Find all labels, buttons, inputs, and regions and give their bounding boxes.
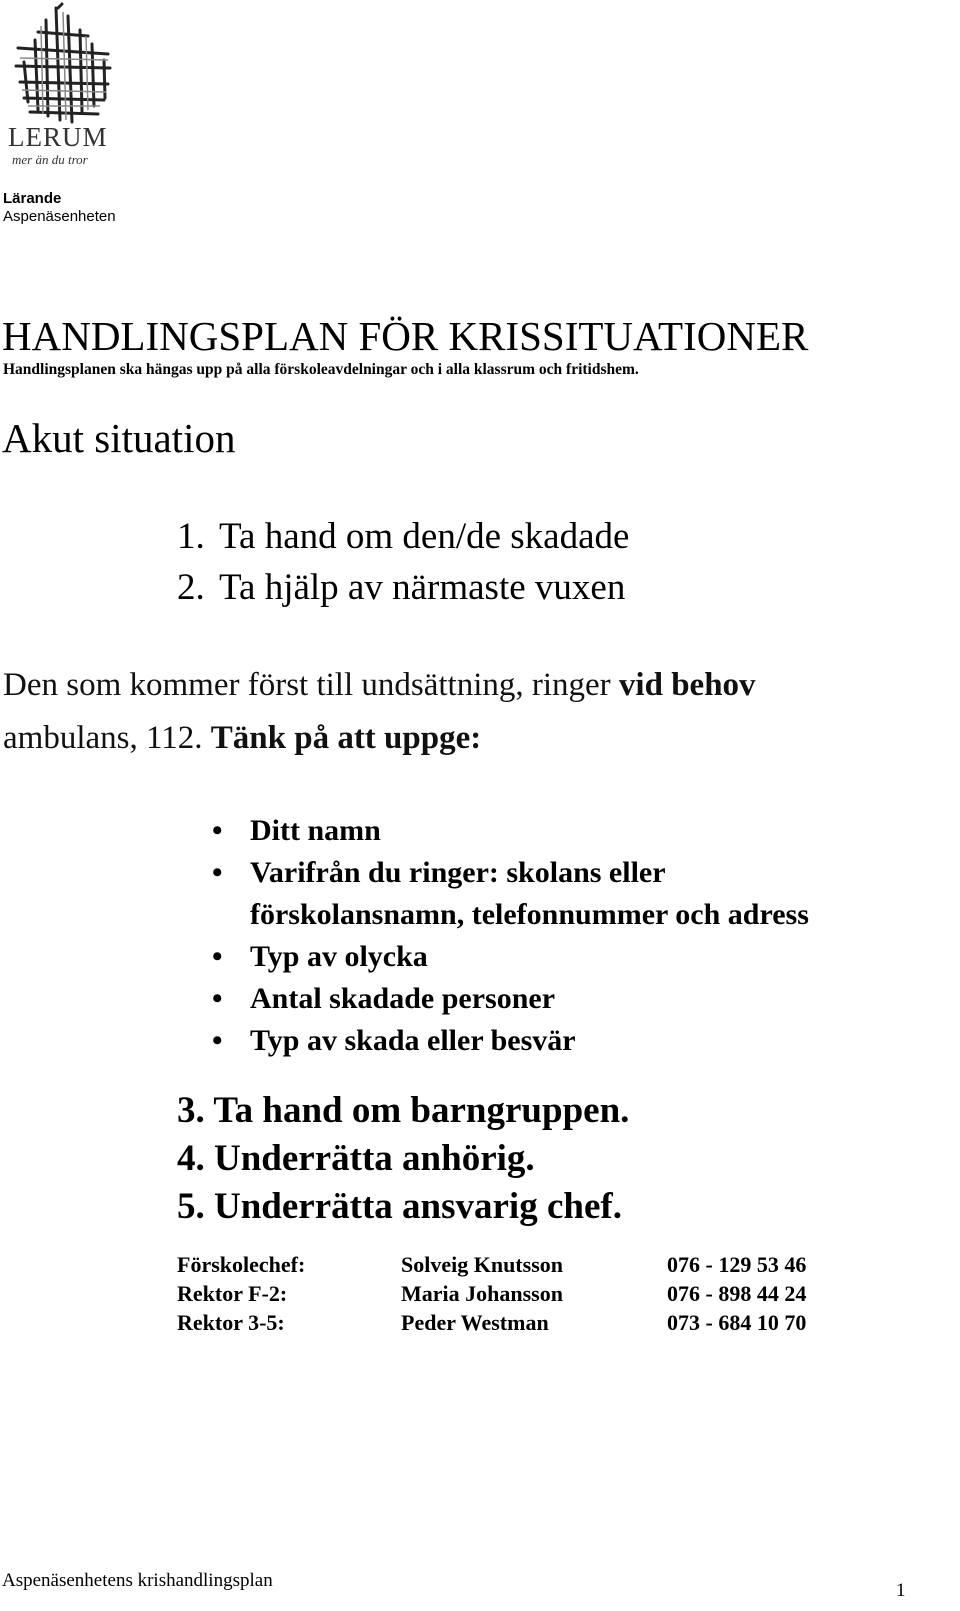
list-item-text: Antal skadade personer (250, 982, 556, 1015)
list-item-text: Ditt namn (250, 814, 381, 847)
contacts-table (177, 1250, 806, 1337)
bullet-icon: • (212, 982, 223, 1015)
department-label: Lärande (3, 190, 62, 207)
contact-name: Solveig Knutsson (401, 1252, 563, 1277)
bullet-icon: • (212, 814, 223, 847)
page-footer: Aspenäsenhetens krishandlingsplan (2, 1570, 273, 1591)
paragraph-bold-text: Tänk på att uppge: (210, 720, 482, 756)
unit-label: Aspenäsenheten (3, 208, 116, 225)
contact-role: Rektor F-2: (177, 1281, 288, 1306)
table-row (177, 1308, 806, 1337)
step-number: 2. (177, 567, 205, 608)
step-item (177, 1136, 535, 1182)
step-text: Underrätta anhörig. (214, 1138, 535, 1179)
list-item (212, 936, 809, 978)
contact-phone: 076 - 129 53 46 (667, 1252, 807, 1277)
contact-role: Förskolechef: (177, 1252, 306, 1277)
bullet-icon: • (212, 856, 223, 889)
instruction-paragraph-line-1 (3, 665, 756, 705)
list-item (212, 810, 809, 852)
step-text: Ta hand om den/de skadade (219, 516, 630, 557)
contact-role: Rektor 3-5: (177, 1310, 285, 1335)
list-item (212, 852, 809, 936)
step-number: 4. (177, 1138, 205, 1179)
step-item (177, 1184, 622, 1230)
org-block (3, 190, 116, 226)
table-row (177, 1250, 806, 1279)
step-text: Ta hjälp av närmaste vuxen (219, 567, 626, 608)
document-title: HANDLINGSPLAN FÖR KRISSITUATIONER (2, 313, 809, 359)
list-item-text: Typ av olycka (250, 940, 428, 973)
paragraph-text: Den som kommer först till undsättning, ringer (3, 667, 619, 703)
step-number: 1. (177, 516, 205, 557)
list-item-text: Varifrån du ringer: skolans eller (250, 856, 666, 889)
step-text: Ta hand om barngruppen. (213, 1090, 630, 1131)
list-item-text-continued: förskolansnamn, telefonnummer och adress (250, 898, 809, 931)
paragraph-bold-text: vid behov (618, 667, 756, 703)
step-number: 3. (177, 1090, 205, 1131)
step-text: Underrätta ansvarig chef. (214, 1186, 622, 1227)
step-item (177, 566, 625, 610)
document-subtitle: Handlingsplanen ska hängas upp på alla förskoleavdelningar och i alla klassrum och fritidshem. (3, 361, 639, 378)
lerum-logo (8, 2, 118, 170)
paragraph-text: ambulans, 112. (3, 720, 211, 756)
logo-tagline: mer än du tror (12, 152, 88, 167)
contact-phone: 073 - 684 10 70 (667, 1310, 807, 1335)
logo-name: LERUM (8, 122, 108, 152)
step-item (177, 515, 629, 559)
section-heading-acute: Akut situation (2, 415, 236, 461)
list-item (212, 1020, 809, 1062)
contact-name: Peder Westman (401, 1310, 549, 1335)
list-item (212, 978, 809, 1020)
instruction-paragraph-line-2 (3, 718, 481, 758)
bullet-icon: • (212, 1024, 223, 1057)
table-row (177, 1279, 806, 1308)
step-number: 5. (177, 1186, 205, 1227)
list-item-text: Typ av skada eller besvär (250, 1024, 576, 1057)
contact-name: Maria Johansson (401, 1281, 563, 1306)
contact-phone: 076 - 898 44 24 (667, 1281, 807, 1306)
call-info-list (212, 810, 809, 1062)
page-number: 1 (896, 1580, 906, 1601)
bullet-icon: • (212, 940, 223, 973)
step-item (177, 1088, 629, 1134)
